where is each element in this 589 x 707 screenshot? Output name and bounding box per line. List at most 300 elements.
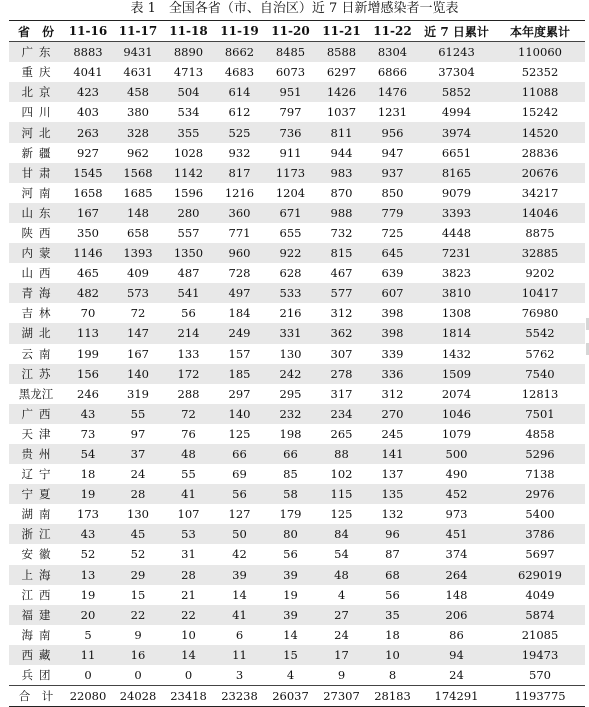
province-cell: 新疆: [9, 143, 63, 163]
table-row: [9, 524, 585, 544]
value-cell: 1658: [63, 183, 113, 203]
province-cell: 内蒙: [9, 243, 63, 263]
province-cell: 云南: [9, 344, 63, 364]
table-row: [9, 263, 585, 283]
province-cell: 西藏: [9, 645, 63, 665]
value-cell: 157: [214, 344, 265, 364]
value-cell: 607: [367, 283, 418, 303]
header-date: 11-20: [271, 24, 310, 39]
value-cell: 5852: [418, 82, 495, 102]
table-row: [9, 203, 585, 223]
total-cell: 26037: [265, 686, 316, 707]
value-cell: 245: [367, 424, 418, 444]
value-cell: 5762: [495, 344, 585, 364]
province-cell: 广东: [9, 42, 63, 63]
value-cell: 1146: [63, 243, 113, 263]
value-cell: 811: [316, 122, 367, 142]
value-cell: 10: [367, 645, 418, 665]
table-row: [9, 62, 585, 82]
value-cell: 113: [63, 323, 113, 343]
value-cell: 8588: [316, 42, 367, 63]
value-cell: 319: [113, 384, 163, 404]
value-cell: 263: [63, 122, 113, 142]
value-cell: 4631: [113, 62, 163, 82]
value-cell: 41: [214, 605, 265, 625]
province-cell: 天津: [9, 424, 63, 444]
total-cell: 1193775: [495, 686, 585, 707]
province-cell: 江西: [9, 585, 63, 605]
value-cell: 86: [418, 625, 495, 645]
value-cell: 69: [214, 464, 265, 484]
header-province: 省 份: [17, 24, 54, 39]
value-cell: 525: [214, 122, 265, 142]
value-cell: 43: [63, 524, 113, 544]
value-cell: 1216: [214, 183, 265, 203]
value-cell: 6073: [265, 62, 316, 82]
header-date: 11-17: [118, 24, 158, 39]
value-cell: 14046: [495, 203, 585, 223]
value-cell: 1037: [316, 102, 367, 122]
value-cell: 140: [214, 404, 265, 424]
value-cell: 8485: [265, 42, 316, 63]
value-cell: 336: [367, 364, 418, 384]
value-cell: 504: [163, 82, 214, 102]
value-cell: 9: [113, 625, 163, 645]
value-cell: 8304: [367, 42, 418, 63]
value-cell: 328: [113, 122, 163, 142]
value-cell: 0: [163, 665, 214, 686]
province-cell: 辽宁: [9, 464, 63, 484]
value-cell: 1142: [163, 163, 214, 183]
value-cell: 22: [113, 605, 163, 625]
table-caption: 表 1 全国各省（市、自治区）近 7 日新增感染者一览表: [130, 1, 459, 16]
value-cell: 339: [367, 344, 418, 364]
value-cell: 53: [163, 524, 214, 544]
value-cell: 5697: [495, 544, 585, 564]
value-cell: 374: [418, 544, 495, 564]
value-cell: 850: [367, 183, 418, 203]
value-cell: 9079: [418, 183, 495, 203]
table-row: [9, 504, 585, 524]
value-cell: 355: [163, 122, 214, 142]
value-cell: 645: [367, 243, 418, 263]
value-cell: 9431: [113, 42, 163, 63]
value-cell: 10417: [495, 283, 585, 303]
table-row: [9, 565, 585, 585]
value-cell: 4994: [418, 102, 495, 122]
value-cell: 956: [367, 122, 418, 142]
value-cell: 127: [214, 504, 265, 524]
value-cell: 173: [63, 504, 113, 524]
value-cell: 0: [63, 665, 113, 686]
value-cell: 24: [418, 665, 495, 686]
table-row: [9, 645, 585, 665]
value-cell: 612: [214, 102, 265, 122]
value-cell: 658: [113, 223, 163, 243]
value-cell: 911: [265, 143, 316, 163]
value-cell: 937: [367, 163, 418, 183]
value-cell: 84: [316, 524, 367, 544]
value-cell: 317: [316, 384, 367, 404]
value-cell: 54: [63, 444, 113, 464]
value-cell: 58: [265, 484, 316, 504]
value-cell: 148: [113, 203, 163, 223]
value-cell: 28: [113, 484, 163, 504]
total-cell: 27307: [316, 686, 367, 707]
value-cell: 14: [265, 625, 316, 645]
table-row: [9, 364, 585, 384]
value-cell: 467: [316, 263, 367, 283]
value-cell: 45: [113, 524, 163, 544]
table-row: [9, 183, 585, 203]
value-cell: 639: [367, 263, 418, 283]
value-cell: 307: [316, 344, 367, 364]
value-cell: 4448: [418, 223, 495, 243]
table-row: [9, 424, 585, 444]
header-7day-total: 近 7 日累计: [424, 24, 489, 39]
value-cell: 80: [265, 524, 316, 544]
value-cell: 8890: [163, 42, 214, 63]
total-cell: 24028: [113, 686, 163, 707]
value-cell: 167: [113, 344, 163, 364]
value-cell: 295: [265, 384, 316, 404]
value-cell: 20: [63, 605, 113, 625]
value-cell: 15: [265, 645, 316, 665]
value-cell: 42: [214, 544, 265, 564]
province-cell: 河南: [9, 183, 63, 203]
value-cell: 264: [418, 565, 495, 585]
province-cell: 河北: [9, 122, 63, 142]
value-cell: 125: [214, 424, 265, 444]
province-cell: 黑龙江: [9, 384, 63, 404]
table-row: [9, 223, 585, 243]
value-cell: 0: [113, 665, 163, 686]
value-cell: 14: [214, 585, 265, 605]
value-cell: 423: [63, 82, 113, 102]
value-cell: 458: [113, 82, 163, 102]
value-cell: 533: [265, 283, 316, 303]
table-row: [9, 303, 585, 323]
value-cell: 1432: [418, 344, 495, 364]
value-cell: 1350: [163, 243, 214, 263]
value-cell: 6: [214, 625, 265, 645]
value-cell: 17: [316, 645, 367, 665]
value-cell: 52: [113, 544, 163, 564]
value-cell: 18: [367, 625, 418, 645]
value-cell: 133: [163, 344, 214, 364]
province-cell: 山西: [9, 263, 63, 283]
value-cell: 6297: [316, 62, 367, 82]
value-cell: 132: [367, 504, 418, 524]
value-cell: 1545: [63, 163, 113, 183]
value-cell: 541: [163, 283, 214, 303]
value-cell: 973: [418, 504, 495, 524]
table-row: [9, 163, 585, 183]
value-cell: 234: [316, 404, 367, 424]
value-cell: 8662: [214, 42, 265, 63]
value-cell: 4: [265, 665, 316, 686]
table-row: [9, 384, 585, 404]
province-cell: 青海: [9, 283, 63, 303]
header-date: 11-21: [322, 24, 361, 39]
province-cell: 上海: [9, 565, 63, 585]
value-cell: 76980: [495, 303, 585, 323]
total-cell: 23238: [214, 686, 265, 707]
value-cell: 736: [265, 122, 316, 142]
value-cell: 500: [418, 444, 495, 464]
province-cell: 四川: [9, 102, 63, 122]
table-row: [9, 444, 585, 464]
value-cell: 94: [418, 645, 495, 665]
value-cell: 1028: [163, 143, 214, 163]
value-cell: 451: [418, 524, 495, 544]
value-cell: 5874: [495, 605, 585, 625]
value-cell: 48: [316, 565, 367, 585]
value-cell: 15: [113, 585, 163, 605]
value-cell: 265: [316, 424, 367, 444]
value-cell: 779: [367, 203, 418, 223]
total-cell: 28183: [367, 686, 418, 707]
value-cell: 97: [113, 424, 163, 444]
value-cell: 1568: [113, 163, 163, 183]
value-cell: 156: [63, 364, 113, 384]
table-row: [9, 122, 585, 142]
value-cell: 61243: [418, 42, 495, 63]
value-cell: 3974: [418, 122, 495, 142]
value-cell: 14520: [495, 122, 585, 142]
value-cell: 21: [163, 585, 214, 605]
value-cell: 24: [113, 464, 163, 484]
value-cell: 557: [163, 223, 214, 243]
value-cell: 9: [316, 665, 367, 686]
value-cell: 11: [63, 645, 113, 665]
value-cell: 628: [265, 263, 316, 283]
value-cell: 137: [367, 464, 418, 484]
table-row: [9, 344, 585, 364]
value-cell: 56: [214, 484, 265, 504]
value-cell: 671: [265, 203, 316, 223]
value-cell: 141: [367, 444, 418, 464]
value-cell: 297: [214, 384, 265, 404]
value-cell: 398: [367, 323, 418, 343]
value-cell: 4041: [63, 62, 113, 82]
infection-table: [9, 20, 585, 707]
value-cell: 37304: [418, 62, 495, 82]
value-cell: 3823: [418, 263, 495, 283]
value-cell: 20676: [495, 163, 585, 183]
value-cell: 41: [163, 484, 214, 504]
value-cell: 570: [495, 665, 585, 686]
table-row: [9, 585, 585, 605]
value-cell: 4: [316, 585, 367, 605]
value-cell: 4713: [163, 62, 214, 82]
value-cell: 6651: [418, 143, 495, 163]
province-cell: 安徽: [9, 544, 63, 564]
value-cell: 72: [163, 404, 214, 424]
province-cell: 山东: [9, 203, 63, 223]
value-cell: 55: [163, 464, 214, 484]
table-row: [9, 82, 585, 102]
province-cell: 吉林: [9, 303, 63, 323]
table-row: [9, 243, 585, 263]
value-cell: 1079: [418, 424, 495, 444]
value-cell: 350: [63, 223, 113, 243]
value-cell: 19: [63, 484, 113, 504]
value-cell: 983: [316, 163, 367, 183]
value-cell: 3: [214, 665, 265, 686]
value-cell: 43: [63, 404, 113, 424]
value-cell: 360: [214, 203, 265, 223]
value-cell: 4858: [495, 424, 585, 444]
value-cell: 312: [316, 303, 367, 323]
value-cell: 1231: [367, 102, 418, 122]
value-cell: 927: [63, 143, 113, 163]
value-cell: 68: [367, 565, 418, 585]
value-cell: 96: [367, 524, 418, 544]
table-body: [9, 42, 585, 707]
value-cell: 1426: [316, 82, 367, 102]
province-cell: 甘肃: [9, 163, 63, 183]
value-cell: 66: [214, 444, 265, 464]
table-row: [9, 625, 585, 645]
province-cell: 宁夏: [9, 484, 63, 504]
value-cell: 8165: [418, 163, 495, 183]
value-cell: 232: [265, 404, 316, 424]
value-cell: 15242: [495, 102, 585, 122]
province-cell: 浙江: [9, 524, 63, 544]
value-cell: 11088: [495, 82, 585, 102]
value-cell: 534: [163, 102, 214, 122]
value-cell: 56: [265, 544, 316, 564]
value-cell: 130: [113, 504, 163, 524]
value-cell: 88: [316, 444, 367, 464]
value-cell: 167: [63, 203, 113, 223]
value-cell: 242: [265, 364, 316, 384]
value-cell: 28: [163, 565, 214, 585]
value-cell: 147: [113, 323, 163, 343]
value-cell: 962: [113, 143, 163, 163]
value-cell: 4683: [214, 62, 265, 82]
value-cell: 34217: [495, 183, 585, 203]
value-cell: 8875: [495, 223, 585, 243]
value-cell: 944: [316, 143, 367, 163]
province-cell: 海南: [9, 625, 63, 645]
table-row: [9, 544, 585, 564]
header-date: 11-16: [68, 24, 108, 39]
value-cell: 28836: [495, 143, 585, 163]
value-cell: 140: [113, 364, 163, 384]
value-cell: 10: [163, 625, 214, 645]
value-cell: 73: [63, 424, 113, 444]
total-cell: 23418: [163, 686, 214, 707]
value-cell: 951: [265, 82, 316, 102]
value-cell: 4049: [495, 585, 585, 605]
value-cell: 135: [367, 484, 418, 504]
value-cell: 31: [163, 544, 214, 564]
value-cell: 988: [316, 203, 367, 223]
province-cell: 湖北: [9, 323, 63, 343]
value-cell: 48: [163, 444, 214, 464]
value-cell: 725: [367, 223, 418, 243]
value-cell: 331: [265, 323, 316, 343]
value-cell: 37: [113, 444, 163, 464]
value-cell: 452: [418, 484, 495, 504]
value-cell: 246: [63, 384, 113, 404]
value-cell: 922: [265, 243, 316, 263]
table-row: [9, 42, 585, 63]
table-row: [9, 484, 585, 504]
value-cell: 5542: [495, 323, 585, 343]
value-cell: 870: [316, 183, 367, 203]
value-cell: 24: [316, 625, 367, 645]
value-cell: 8: [367, 665, 418, 686]
header-date: 11-18: [169, 24, 208, 39]
value-cell: 198: [265, 424, 316, 444]
table-row: [9, 665, 585, 686]
value-cell: 35: [367, 605, 418, 625]
value-cell: 1204: [265, 183, 316, 203]
total-row: [9, 686, 585, 707]
table-row: [9, 283, 585, 303]
value-cell: 2976: [495, 484, 585, 504]
value-cell: 29: [113, 565, 163, 585]
province-cell: 兵团: [9, 665, 63, 686]
value-cell: 54: [316, 544, 367, 564]
value-cell: 1046: [418, 404, 495, 424]
value-cell: 184: [214, 303, 265, 323]
value-cell: 732: [316, 223, 367, 243]
province-cell: 贵州: [9, 444, 63, 464]
value-cell: 50: [214, 524, 265, 544]
header-date: 11-19: [220, 24, 259, 39]
value-cell: 1173: [265, 163, 316, 183]
value-cell: 39: [214, 565, 265, 585]
value-cell: 56: [367, 585, 418, 605]
value-cell: 172: [163, 364, 214, 384]
value-cell: 1509: [418, 364, 495, 384]
table-row: [9, 404, 585, 424]
value-cell: 22: [163, 605, 214, 625]
value-cell: 87: [367, 544, 418, 564]
value-cell: 110060: [495, 42, 585, 63]
table-row: [9, 102, 585, 122]
value-cell: 270: [367, 404, 418, 424]
value-cell: 3786: [495, 524, 585, 544]
value-cell: 70: [63, 303, 113, 323]
value-cell: 629019: [495, 565, 585, 585]
table-row: [9, 464, 585, 484]
province-cell: 北京: [9, 82, 63, 102]
value-cell: 2074: [418, 384, 495, 404]
value-cell: 482: [63, 283, 113, 303]
value-cell: 130: [265, 344, 316, 364]
value-cell: 19: [265, 585, 316, 605]
value-cell: 403: [63, 102, 113, 122]
table-row: [9, 323, 585, 343]
header-year-total: 本年度累计: [509, 24, 570, 39]
table-row: [9, 605, 585, 625]
value-cell: 14: [163, 645, 214, 665]
value-cell: 206: [418, 605, 495, 625]
value-cell: 3810: [418, 283, 495, 303]
province-cell: 广西: [9, 404, 63, 424]
value-cell: 1685: [113, 183, 163, 203]
value-cell: 27: [316, 605, 367, 625]
value-cell: 577: [316, 283, 367, 303]
province-cell: 重庆: [9, 62, 63, 82]
value-cell: 1308: [418, 303, 495, 323]
total-label: 合 计: [9, 686, 63, 707]
